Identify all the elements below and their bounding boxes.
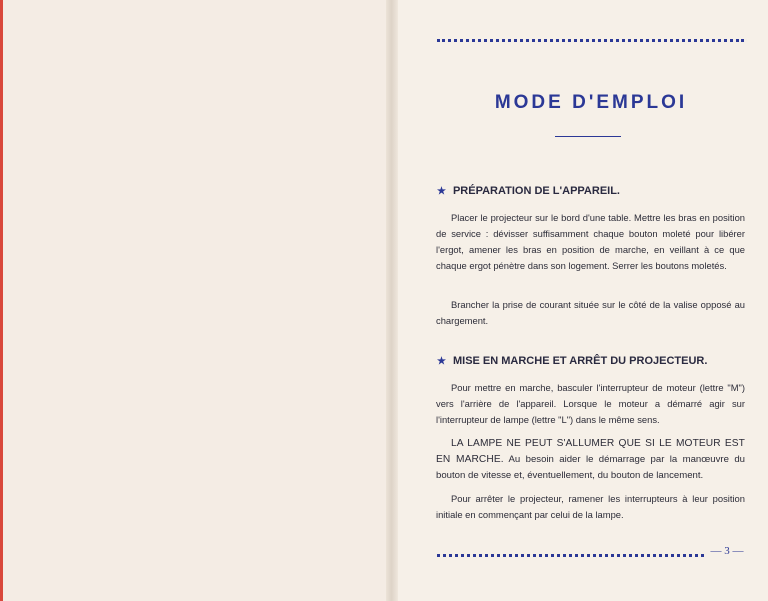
star-icon: ★ <box>437 186 446 197</box>
top-dotted-rule <box>437 39 744 42</box>
title-underline <box>555 136 621 137</box>
heading-text: MISE EN MARCHE ET ARRÊT DU PROJECTEUR. <box>452 355 708 367</box>
section-heading-preparation <box>437 185 747 197</box>
red-cover-edge <box>0 0 3 601</box>
paragraph: Placer le projecteur sur le bord d'une table. Mettre les bras en position de service : dévisser suffisamment chaque bouton moleté pour libérer l'ergot, amener les bras en position de marche, en veillant à ce que chaque ergot pénètre dans son logement. Serrer les boutons moletés. <box>436 212 745 272</box>
paragraph-continuation: Au besoin aider le démarrage par la manœuvre du bouton de vitesse et, éventuellement, du bouton de lancement. <box>436 454 745 482</box>
page-number: — 3 — <box>710 545 744 557</box>
paragraph: Brancher la prise de courant située sur le côté de la valise opposé au chargement. <box>436 299 745 327</box>
section-heading-start-stop <box>437 355 747 367</box>
star-icon: ★ <box>437 356 446 367</box>
caps-warning: LA LAMPE NE PEUT S'ALLUMER QUE SI LE MOTEUR EST EN MARCHE. <box>436 438 745 466</box>
booklet-gutter <box>386 0 398 601</box>
heading-text: PRÉPARATION DE L'APPAREIL. <box>452 185 620 197</box>
bottom-dotted-rule <box>437 554 704 557</box>
paragraph-emphasis <box>436 436 745 484</box>
paragraph: Pour arrêter le projecteur, ramener les interrupteurs à leur position initiale en commençant par celui de la lampe. <box>436 493 745 521</box>
page-title: MODE D'EMPLOI <box>494 92 688 113</box>
paragraph: Pour mettre en marche, basculer l'interrupteur de moteur (lettre "M") vers l'arrière de l'appareil. Lorsque le moteur a démarré agir sur l'interrupteur de lampe (lettre "L") dans le même sens. <box>436 382 745 426</box>
